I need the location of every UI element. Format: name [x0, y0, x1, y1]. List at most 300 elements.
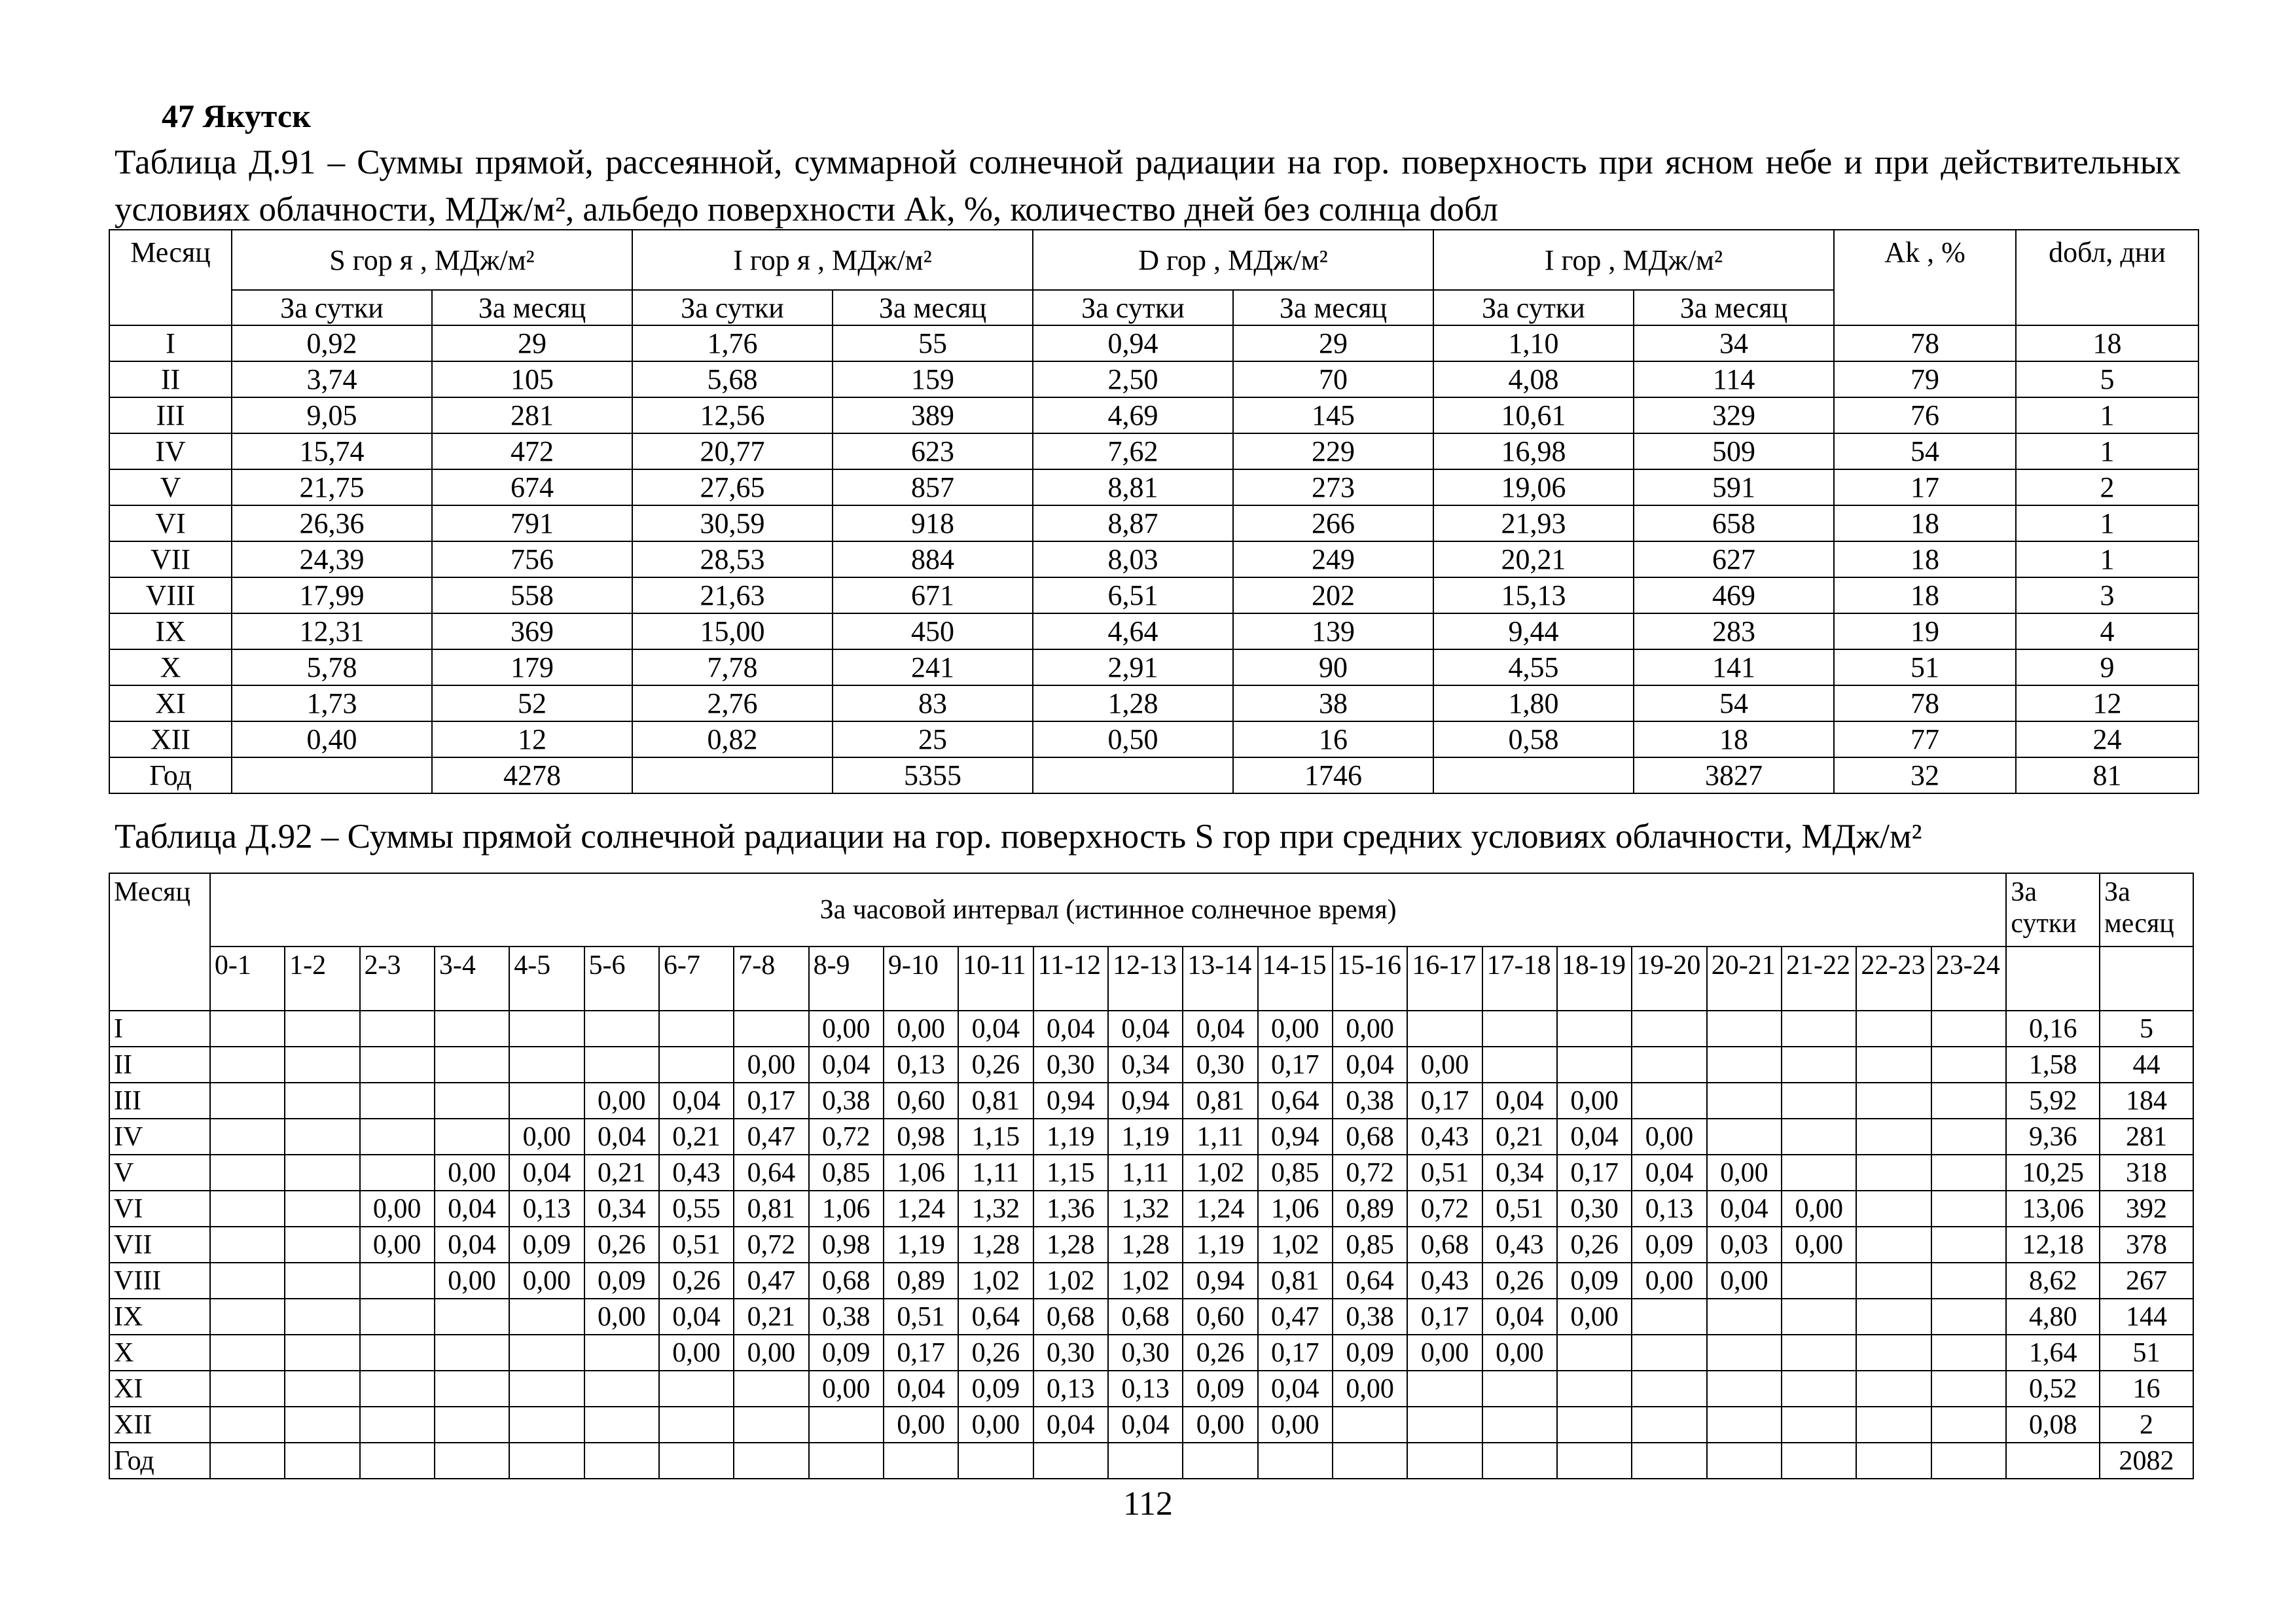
table1-cell: 7,62 [1033, 433, 1233, 469]
table2-cell: 0,72 [1333, 1155, 1407, 1191]
table2-cell: 10,25 [2006, 1155, 2100, 1191]
table2-cell: 0,85 [1333, 1227, 1407, 1263]
table2-cell: 0,38 [809, 1299, 884, 1335]
table2-hour-header: 20-21 [1707, 947, 1782, 1011]
table2-cell [1557, 1371, 1632, 1407]
table2-cell [734, 1371, 808, 1407]
table1-cell: 1 [2016, 433, 2198, 469]
table2-cell [1931, 1191, 2007, 1227]
table2-cell: 51 [2100, 1335, 2193, 1371]
table1-cell: 38 [1233, 685, 1433, 721]
table2-cell [1931, 1263, 2007, 1299]
table2-cell: 0,21 [734, 1299, 808, 1335]
table2-cell [1782, 1047, 1856, 1083]
table2-cell [1782, 1407, 1856, 1443]
table1-cell: 0,94 [1033, 325, 1233, 361]
table2-cell: 0,98 [809, 1227, 884, 1263]
table2-cell: 267 [2100, 1263, 2193, 1299]
table2-cell: 0,04 [1033, 1407, 1108, 1443]
table2-cell: 0,04 [435, 1227, 509, 1263]
table2-cell: 0,09 [1557, 1263, 1632, 1299]
table1-cell: 3,74 [232, 361, 432, 397]
table1-month-cell: XII [109, 721, 232, 757]
table1-cell: 141 [1634, 649, 1834, 685]
table2-cell [1707, 1371, 1782, 1407]
table2-cell [285, 1083, 359, 1119]
table2-cell [285, 1407, 359, 1443]
table2-cell [1856, 1119, 1931, 1155]
table2-hour-header: 5-6 [584, 947, 659, 1011]
table1-cell: 29 [1233, 325, 1433, 361]
table2-cell [1856, 1263, 1931, 1299]
table2-cell: 318 [2100, 1155, 2193, 1191]
table2-cell: 0,94 [1108, 1083, 1183, 1119]
table2-cell: 0,00 [1632, 1263, 1706, 1299]
table1-cell: 3827 [1634, 757, 1834, 793]
table2-cell: 0,38 [1333, 1299, 1407, 1335]
table2-cell [1856, 1155, 1931, 1191]
table1-cell: 8,87 [1033, 505, 1233, 541]
table1-cell: 1 [2016, 505, 2198, 541]
table2-cell: 0,00 [734, 1047, 808, 1083]
table1-cell: 1,10 [1433, 325, 1634, 361]
table2-cell: 0,00 [509, 1263, 584, 1299]
table2-cell: 0,04 [659, 1299, 734, 1335]
table2-cell [210, 1407, 285, 1443]
table2-cell: 0,00 [1333, 1011, 1407, 1047]
table1-subheader-month: За месяц [833, 290, 1033, 325]
table2-month-cell: IV [109, 1119, 210, 1155]
table2-cell [1632, 1299, 1706, 1335]
table2-cell: 0,26 [659, 1263, 734, 1299]
table2-cell: 0,00 [1707, 1263, 1782, 1299]
table1-cell: 2,76 [632, 685, 833, 721]
table2-cell [884, 1443, 958, 1479]
table2-cell: 0,13 [884, 1047, 958, 1083]
table2-cell [360, 1407, 435, 1443]
table2-cell [1632, 1407, 1706, 1443]
table2-cell: 0,08 [2006, 1407, 2100, 1443]
table2-cell [1931, 1335, 2007, 1371]
table1-cell: 179 [432, 649, 632, 685]
table1-cell: 2,50 [1033, 361, 1233, 397]
table2-cell: 44 [2100, 1047, 2193, 1083]
table2-cell: 1,02 [1033, 1263, 1108, 1299]
table2-cell [1782, 1443, 1856, 1479]
table2-cell: 0,64 [958, 1299, 1033, 1335]
table1-cell: 918 [833, 505, 1033, 541]
table2-hour-header: 10-11 [958, 947, 1033, 1011]
table2-cell [210, 1263, 285, 1299]
table1-cell: 8,03 [1033, 541, 1233, 577]
table2-cell [1482, 1443, 1557, 1479]
table2-cell: 1,02 [1258, 1227, 1333, 1263]
table2-cell [584, 1371, 659, 1407]
table1-cell: 5,68 [632, 361, 833, 397]
table2-cell: 1,24 [884, 1191, 958, 1227]
table1-cell [232, 757, 432, 793]
table1-month-cell: Год [109, 757, 232, 793]
table2-cell: 0,04 [1333, 1047, 1407, 1083]
table2-cell: 0,00 [1333, 1371, 1407, 1407]
table2-cell: 0,09 [1183, 1371, 1257, 1407]
table1-group-total-actual: I гор , МДж/м² [1433, 230, 1834, 290]
table2-cell [285, 1011, 359, 1047]
table2-cell [1782, 1119, 1856, 1155]
table1-cell: 4,69 [1033, 397, 1233, 433]
table1-row [109, 397, 2198, 433]
table2-month-cell: IX [109, 1299, 210, 1335]
table2-cell: 0,64 [1333, 1263, 1407, 1299]
table2-cell [435, 1083, 509, 1119]
table2-cell: 0,00 [509, 1119, 584, 1155]
table2-cell: 1,02 [958, 1263, 1033, 1299]
table2-cell [1482, 1011, 1557, 1047]
table1-cell: 16 [1233, 721, 1433, 757]
table2-cell [285, 1299, 359, 1335]
table2-cell [1632, 1443, 1706, 1479]
table1-month-cell: VII [109, 541, 232, 577]
table2-cell: 0,34 [584, 1191, 659, 1227]
table2-cell: 1,11 [1108, 1155, 1183, 1191]
table1-cell: 21,93 [1433, 505, 1634, 541]
table1-cell: 0,40 [232, 721, 432, 757]
table2-cell: 0,04 [1707, 1191, 1782, 1227]
table2-cell [435, 1011, 509, 1047]
table1-cell: 1,28 [1033, 685, 1233, 721]
table2-row [109, 1335, 2193, 1371]
table2-cell: 0,47 [1258, 1299, 1333, 1335]
table2-day-header-blank [2006, 947, 2100, 1011]
table2-cell [1856, 1335, 1931, 1371]
table2-cell [1931, 1047, 2007, 1083]
table2-cell [509, 1371, 584, 1407]
table2-cell: 0,30 [1033, 1047, 1108, 1083]
table1-cell: 159 [833, 361, 1033, 397]
table1-cell: 30,59 [632, 505, 833, 541]
table2-cell: 0,17 [1557, 1155, 1632, 1191]
table2-hour-header: 3-4 [435, 947, 509, 1011]
table1-cell: 0,58 [1433, 721, 1634, 757]
table1-sunless-days-header: dобл, дни [2016, 230, 2198, 325]
table2-cell: 0,00 [1557, 1083, 1632, 1119]
table2-cell: 0,04 [1108, 1407, 1183, 1443]
table1-cell: 81 [2016, 757, 2198, 793]
table2-cell: 0,51 [659, 1227, 734, 1263]
table1-month-cell: I [109, 325, 232, 361]
table2-cell [1856, 1191, 1931, 1227]
table2-cell: 0,00 [435, 1155, 509, 1191]
table2-hour-header: 1-2 [285, 947, 359, 1011]
table2-cell: 0,43 [659, 1155, 734, 1191]
table1-cell: 241 [833, 649, 1033, 685]
table1-subheader-day: За сутки [1033, 290, 1233, 325]
table2-cell [360, 1083, 435, 1119]
table1-cell: 83 [833, 685, 1033, 721]
table2-cell: 1,11 [1183, 1119, 1257, 1155]
table2-cell: 1,28 [958, 1227, 1033, 1263]
table1-row [109, 613, 2198, 649]
table2-cell: 0,81 [1183, 1083, 1257, 1119]
table2-cell: 0,00 [958, 1407, 1033, 1443]
table2-cell: 378 [2100, 1227, 2193, 1263]
table1-cell: 4278 [432, 757, 632, 793]
table1-cell: 26,36 [232, 505, 432, 541]
table1-row [109, 577, 2198, 613]
table2-cell [360, 1011, 435, 1047]
table2-cell: 0,55 [659, 1191, 734, 1227]
table2-cell: 0,09 [509, 1227, 584, 1263]
table2-cell: 1,32 [1108, 1191, 1183, 1227]
table2-cell [1707, 1443, 1782, 1479]
table1-cell: 273 [1233, 469, 1433, 505]
table1-cell: 18 [1834, 505, 2016, 541]
table2-cell [285, 1191, 359, 1227]
table1-cell: 0,50 [1033, 721, 1233, 757]
table2-cell [1707, 1119, 1782, 1155]
table2-cell [210, 1443, 285, 1479]
table2-cell [659, 1407, 734, 1443]
table2-cell: 0,34 [1108, 1047, 1183, 1083]
table1-cell: 229 [1233, 433, 1433, 469]
table2-cell [584, 1047, 659, 1083]
table2-cell: 0,81 [1258, 1263, 1333, 1299]
table2-cell: 0,04 [1482, 1083, 1557, 1119]
table2-cell: 0,43 [1407, 1119, 1482, 1155]
table1-month-cell: IV [109, 433, 232, 469]
table2-cell: 0,04 [1557, 1119, 1632, 1155]
table2-row [109, 1227, 2193, 1263]
table1-cell: 18 [2016, 325, 2198, 361]
table2-cell: 0,04 [584, 1119, 659, 1155]
table2-cell [1632, 1047, 1706, 1083]
table2-cell [1482, 1407, 1557, 1443]
table1-cell: 17 [1834, 469, 2016, 505]
table2-cell [435, 1119, 509, 1155]
table2-cell [210, 1155, 285, 1191]
table2-cell: 1,19 [1183, 1227, 1257, 1263]
table2-cell [435, 1335, 509, 1371]
table2-cell [1856, 1047, 1931, 1083]
table2-cell: 0,00 [884, 1011, 958, 1047]
table2-cell [210, 1335, 285, 1371]
table1-cell: 1 [2016, 397, 2198, 433]
table2-day-header: За сутки [2006, 873, 2100, 947]
page-number: 112 [1122, 1485, 1174, 1523]
table1-cell: 671 [833, 577, 1033, 613]
table2-cell: 0,17 [1258, 1047, 1333, 1083]
table2-cell: 0,00 [435, 1263, 509, 1299]
table2-cell: 1,02 [1183, 1155, 1257, 1191]
table2-cell [210, 1083, 285, 1119]
table1-subheader-day: За сутки [232, 290, 432, 325]
table2-cell: 0,34 [1482, 1155, 1557, 1191]
table1-cell: 15,00 [632, 613, 833, 649]
table2-hour-header: 23-24 [1931, 947, 2007, 1011]
table2-hour-header: 14-15 [1258, 947, 1333, 1011]
table2-month-header-blank [2100, 947, 2193, 1011]
table2-hour-header: 16-17 [1407, 947, 1482, 1011]
table2-cell: 0,03 [1707, 1227, 1782, 1263]
table2-cell: 281 [2100, 1119, 2193, 1155]
table2-cell: 0,60 [1183, 1299, 1257, 1335]
table2-cell [1183, 1443, 1257, 1479]
table2-cell: 1,06 [884, 1155, 958, 1191]
table2-cell: 0,89 [884, 1263, 958, 1299]
table2-cell: 0,21 [659, 1119, 734, 1155]
table2-row [109, 1263, 2193, 1299]
table1-cell: 15,74 [232, 433, 432, 469]
table2-cell: 0,72 [1407, 1191, 1482, 1227]
table2-cell: 1,15 [958, 1119, 1033, 1155]
table2-cell: 12,18 [2006, 1227, 2100, 1263]
table2-cell: 8,62 [2006, 1263, 2100, 1299]
table2-cell [1856, 1443, 1931, 1479]
table2-row [109, 1155, 2193, 1191]
table1-albedo-header: Ak , % [1834, 230, 2016, 325]
table1-cell: 114 [1634, 361, 1834, 397]
table1-cell: 5 [2016, 361, 2198, 397]
table2-cell: 0,04 [1482, 1299, 1557, 1335]
table1-row [109, 361, 2198, 397]
table2-cell: 0,00 [1407, 1047, 1482, 1083]
table1-cell: 8,81 [1033, 469, 1233, 505]
table2-cell: 0,04 [1033, 1011, 1108, 1047]
table2-cell: 1,15 [1033, 1155, 1108, 1191]
table1-cell: 12,31 [232, 613, 432, 649]
table2-cell [435, 1371, 509, 1407]
table1-cell: 9,05 [232, 397, 432, 433]
table2-cell: 1,64 [2006, 1335, 2100, 1371]
table2-cell [360, 1263, 435, 1299]
table2-cell [1557, 1047, 1632, 1083]
table2-cell: 0,85 [809, 1155, 884, 1191]
table2-cell: 0,47 [734, 1119, 808, 1155]
table1-row [109, 469, 2198, 505]
table2-cell [435, 1407, 509, 1443]
table1-cell: 1,73 [232, 685, 432, 721]
table2-cell: 0,13 [509, 1191, 584, 1227]
table2-cell: 0,52 [2006, 1371, 2100, 1407]
table2-cell: 1,19 [1033, 1119, 1108, 1155]
table1-row [109, 757, 2198, 793]
table2-hour-header: 0-1 [210, 947, 285, 1011]
table2-cell: 0,81 [734, 1191, 808, 1227]
table2-cell: 0,43 [1407, 1263, 1482, 1299]
table2-hour-header: 21-22 [1782, 947, 1856, 1011]
table2-cell [285, 1263, 359, 1299]
table2-cell: 0,30 [1557, 1191, 1632, 1227]
table2-cell [1707, 1011, 1782, 1047]
table1-cell: 21,75 [232, 469, 432, 505]
table2-cell: 0,04 [884, 1371, 958, 1407]
table2-cell: 0,43 [1482, 1227, 1557, 1263]
table2-cell: 1,02 [1108, 1263, 1183, 1299]
table1-cell: 79 [1834, 361, 2016, 397]
table1-cell: 469 [1634, 577, 1834, 613]
table2-cell: 0,04 [1183, 1011, 1257, 1047]
table2-cell [360, 1299, 435, 1335]
table2-cell [435, 1047, 509, 1083]
section-heading: 47 Якутск [162, 98, 311, 134]
table2-row [109, 1407, 2193, 1443]
table2-cell [509, 1047, 584, 1083]
table2-cell: 2082 [2100, 1443, 2193, 1479]
table1-cell: 32 [1834, 757, 2016, 793]
table2-cell [360, 1443, 435, 1479]
table2-cell: 0,13 [1033, 1371, 1108, 1407]
table2-cell [1333, 1407, 1407, 1443]
table2-cell: 0,04 [509, 1155, 584, 1191]
table2-cell [734, 1443, 808, 1479]
table1-cell: 15,13 [1433, 577, 1634, 613]
table2-cell [659, 1371, 734, 1407]
table2-cell: 0,51 [1407, 1155, 1482, 1191]
table1-cell [1433, 757, 1634, 793]
table1-cell: 9 [2016, 649, 2198, 685]
table1-cell: 18 [1834, 577, 2016, 613]
table2-cell: 0,17 [1407, 1299, 1482, 1335]
table1-cell: 78 [1834, 685, 2016, 721]
table1-cell: 558 [432, 577, 632, 613]
table2-cell [1632, 1371, 1706, 1407]
table1-subheader-month: За месяц [1233, 290, 1433, 325]
table2-cell: 0,00 [1707, 1155, 1782, 1191]
table2-cell: 0,85 [1258, 1155, 1333, 1191]
table2-cell [1782, 1335, 1856, 1371]
table2-cell [360, 1155, 435, 1191]
table1-cell: 90 [1233, 649, 1433, 685]
table1-cell: 7,78 [632, 649, 833, 685]
table1-cell: 10,61 [1433, 397, 1634, 433]
table2-cell [1782, 1083, 1856, 1119]
table2-cell: 0,68 [1108, 1299, 1183, 1335]
table1-cell: 884 [833, 541, 1033, 577]
table2-cell: 0,09 [809, 1335, 884, 1371]
table2-cell [1856, 1299, 1931, 1335]
table2-hour-header: 22-23 [1856, 947, 1931, 1011]
table1-cell: 70 [1233, 361, 1433, 397]
table1-month-header: Месяц [109, 230, 232, 325]
table1-month-cell: VIII [109, 577, 232, 613]
table2-cell: 0,00 [809, 1371, 884, 1407]
table2-month-total-header: За месяц [2100, 873, 2193, 947]
table2-cell [1856, 1227, 1931, 1263]
table2-cell: 0,68 [809, 1263, 884, 1299]
table2-cell: 0,04 [958, 1011, 1033, 1047]
table2-cell [1632, 1011, 1706, 1047]
table1-group-diffuse: D гор , МДж/м² [1033, 230, 1433, 290]
table2-cell [584, 1335, 659, 1371]
table2-cell [360, 1119, 435, 1155]
table1-subheader-month: За месяц [432, 290, 632, 325]
table2-cell: 0,64 [1258, 1083, 1333, 1119]
table2-month-cell: XI [109, 1371, 210, 1407]
table1-row [109, 325, 2198, 361]
table2-cell [1782, 1263, 1856, 1299]
table2-cell [509, 1407, 584, 1443]
table2-cell [1931, 1155, 2007, 1191]
table2-cell [1782, 1155, 1856, 1191]
table1-cell: 389 [833, 397, 1033, 433]
table2-cell [1931, 1011, 2007, 1047]
table2-cell: 0,64 [734, 1155, 808, 1191]
table2-cell [734, 1407, 808, 1443]
table2-cell [1707, 1047, 1782, 1083]
table2-cell [1707, 1083, 1782, 1119]
table1-cell [632, 757, 833, 793]
table1-cell: 5,78 [232, 649, 432, 685]
